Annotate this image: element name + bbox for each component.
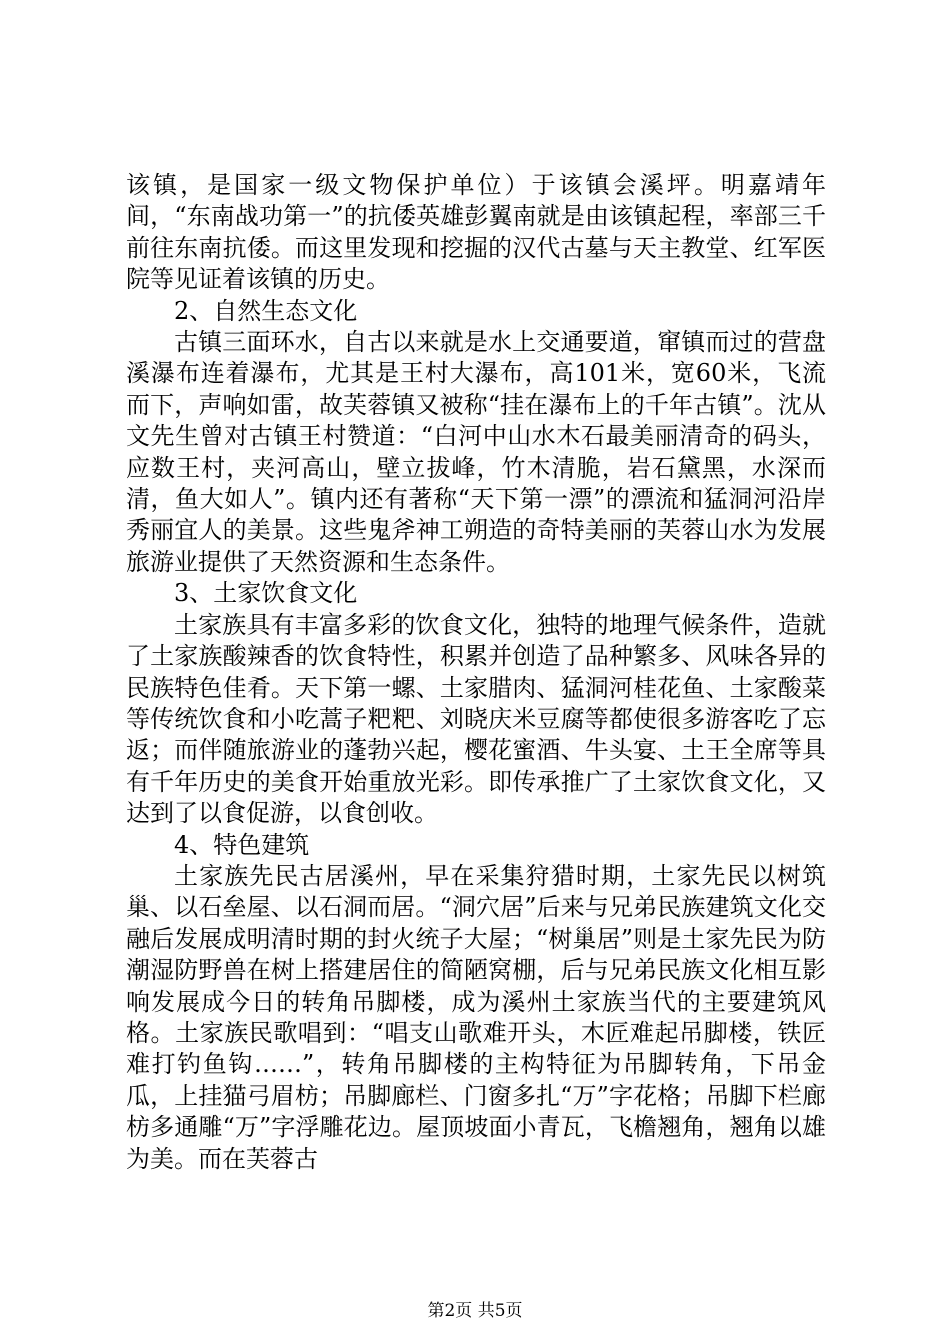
document-body <box>126 170 826 1175</box>
section-heading-tujia-food: 3、土家饮食文化 <box>174 579 358 608</box>
page-footer: 第2页 共5页 <box>427 1301 523 1321</box>
section-heading-architecture: 4、特色建筑 <box>174 830 310 859</box>
paragraph-natural-ecology: 古镇三面环水，自古以来就是水上交通要道，窜镇而过的营盘溪瀑布连着瀑布，尤其是王村大瀑布，高101米，宽60米，飞流而下，声响如雷，故芙蓉镇又被称“挂在瀑布上的千年古镇”。沈从文先生曾对古镇王村赞道：“白河中山水木石最美丽清奇的码头，应数王村，夹河高山，壁立拔峰，竹木清脆，岩石黛黑，水深而清，鱼大如人”。镇内还有著称“天下第一漂”的漂流和猛洞河沿岸秀丽宜人的美景。这些鬼斧神工朔造的奇特美丽的芙蓉山水为发展旅游业提供了天然资源和生态条件。 <box>126 328 826 576</box>
section-heading-natural-ecology: 2、自然生态文化 <box>174 296 358 325</box>
paragraph-continuation: 该镇，是国家一级文物保护单位）于该镇会溪坪。明嘉靖年间，“东南战功第一”的抗倭英雄彭翼南就是由该镇起程，率部三千前往东南抗倭。而这里发现和挖掘的汉代古墓与天主教堂、红军医院等见证着该镇的历史。 <box>126 171 826 294</box>
paragraph-architecture: 土家族先民古居溪州，早在采集狩猎时期，土家先民以树筑巢、以石垒屋、以石洞而居。“洞穴居”后来与兄弟民族建筑文化交融后发展成明清时期的封火统子大屋；“树巢居”则是土家先民为防潮湿防野兽在树上搭建居住的简陋窝棚，后与兄弟民族文化相互影响发展成今日的转角吊脚楼，成为溪州土家族当代的主要建筑风格。土家族民歌唱到：“唱支山歌难开头，木匠难起吊脚楼，铁匠难打钓鱼钩……”，转角吊脚楼的主构特征为吊脚转角，下吊金瓜，上挂猫弓眉枋；吊脚廊栏、门窗多扎“万”字花格；吊脚下栏廊枋多通雕“万”字浮雕花边。屋顶坡面小青瓦，飞檐翘角，翘角以雄为美。而在芙蓉古 <box>126 861 826 1173</box>
paragraph-tujia-food: 土家族具有丰富多彩的饮食文化，独特的地理气候条件，造就了土家族酸辣香的饮食特性，积累并创造了品种繁多、风味各异的民族特色佳肴。天下第一螺、土家腊肉、猛洞河桂花鱼、土家酸菜等传统饮食和小吃蒿子粑粑、刘晓庆米豆腐等都使很多游客吃了忘返；而伴随旅游业的蓬勃兴起，樱花蜜酒、牛头宴、土王全席等具有千年历史的美食开始重放光彩。即传承推广了土家饮食文化，又达到了以食促游，以食创收。 <box>126 610 826 828</box>
